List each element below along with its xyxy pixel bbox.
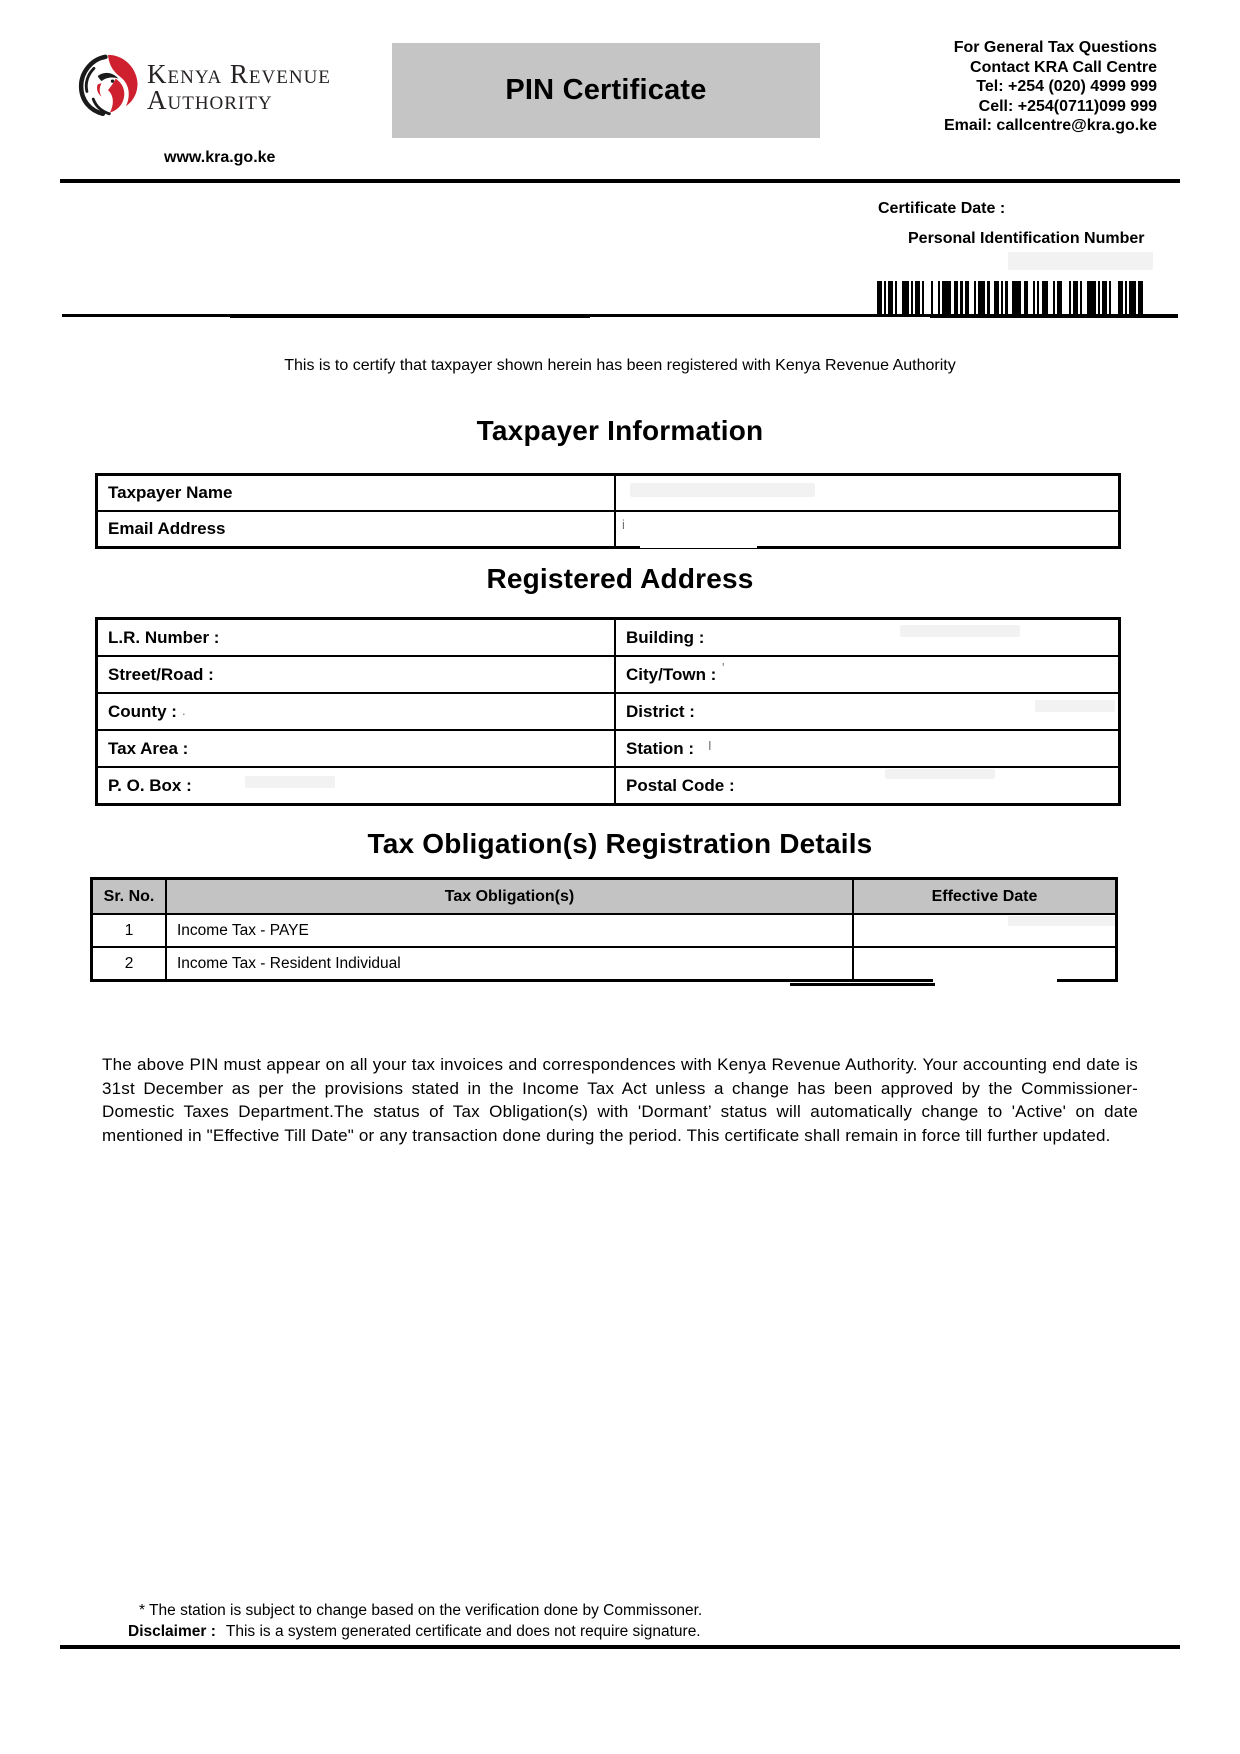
footer-divider-rule <box>60 1645 1180 1649</box>
tax-obligations-heading: Tax Obligation(s) Registration Details <box>367 828 873 859</box>
barcode-bar <box>911 281 913 315</box>
redaction-strike-line <box>757 546 905 549</box>
table-row <box>98 512 1118 546</box>
barcode-bar <box>1073 281 1078 315</box>
barcode-bar <box>1125 281 1127 315</box>
disclaimer-label: Disclaimer : <box>128 1623 216 1640</box>
barcode-bar <box>994 281 999 315</box>
contact-line: Contact KRA Call Centre <box>970 58 1157 76</box>
redaction-strike-line <box>230 316 590 318</box>
document-title-banner <box>392 43 820 138</box>
kra-lion-logo-icon <box>76 50 140 120</box>
lr-number-label: L.R. Number : <box>98 620 616 655</box>
barcode-bar <box>1098 281 1100 315</box>
barcode-bar <box>1042 281 1049 315</box>
barcode-bar <box>1033 281 1035 315</box>
redaction-strike-line <box>930 316 1178 318</box>
barcode-bar <box>1057 281 1062 315</box>
barcode-bar <box>974 281 976 315</box>
barcode-bar <box>877 281 882 315</box>
barcode-bar <box>1001 281 1003 315</box>
barcode-bar <box>915 281 920 315</box>
logo-line2: Authority <box>147 85 273 115</box>
city-town-label: City/Town : <box>626 664 717 684</box>
disclaimer-line <box>128 1623 701 1641</box>
certificate-date-label: Certificate Date : <box>878 200 1006 217</box>
sr-no-value: 2 <box>93 948 167 979</box>
barcode-bar <box>1080 281 1082 315</box>
barcode-bar <box>1005 281 1007 315</box>
email-address-value <box>616 512 636 546</box>
redaction-residual-mark: i <box>622 517 625 532</box>
table-row <box>93 915 1115 948</box>
table-row <box>98 694 1118 731</box>
table-row <box>93 948 1115 979</box>
kra-contact-block <box>944 38 1157 136</box>
email-address-label: Email Address <box>98 512 616 546</box>
redaction-ghost <box>630 483 815 497</box>
barcode-bar <box>1012 281 1021 315</box>
contact-line: Cell: +254(0711)099 999 <box>978 97 1157 115</box>
column-header-obligation: Tax Obligation(s) <box>167 880 854 913</box>
county-label: County : <box>98 694 616 729</box>
certificate-terms-paragraph: The above PIN must appear on all your tax invoices and correspondences with Kenya Revenue Authority. Your accounting end date is 31st December as per the provisions stated in the Income Tax Act unless a change has been approved by the Commissioner-Domestic Taxes Department.The status of Tax Obligation(s) with 'Dormant’ status will automatically change to 'Active' on date mentioned in "Effective Till Date" or any transaction done during the period. This certificate shall remain in force till further updated. <box>102 1055 1138 1145</box>
disclaimer-text: This is a system generated certificate and does not require signature. <box>225 1623 701 1640</box>
barcode-bar <box>1087 281 1096 315</box>
effective-date-value <box>854 948 1115 979</box>
barcode-bar <box>942 281 951 315</box>
barcode-bar <box>902 281 909 315</box>
table-row <box>98 476 1118 512</box>
column-header-sr-no: Sr. No. <box>93 880 167 913</box>
pin-barcode <box>877 281 1143 315</box>
obligation-value: Income Tax - PAYE <box>167 915 854 946</box>
barcode-bar <box>1118 281 1123 315</box>
column-header-effective-date: Effective Date <box>931 887 1038 905</box>
district-label: District : <box>626 701 695 721</box>
table-row <box>98 731 1118 768</box>
redaction-ghost <box>245 776 335 788</box>
building-label: Building : <box>626 627 705 647</box>
barcode-bar <box>1129 281 1136 315</box>
taxpayer-info-table <box>95 473 1121 549</box>
header-divider-rule <box>60 179 1180 183</box>
barcode-bar <box>1037 281 1039 315</box>
barcode-bar <box>895 281 897 315</box>
postal-code-label: Postal Code : <box>626 775 735 795</box>
redaction-residual-mark: . <box>182 703 186 718</box>
barcode-bar <box>987 281 989 315</box>
barcode-bar <box>888 281 893 315</box>
barcode-bar <box>978 281 985 315</box>
barcode-bar <box>954 281 959 315</box>
redaction-residual-mark: I <box>708 738 712 753</box>
redaction-ghost <box>885 769 995 779</box>
registered-address-heading: Registered Address <box>486 563 754 594</box>
barcode-bar <box>1109 281 1111 315</box>
tax-area-label: Tax Area : <box>98 731 616 766</box>
logo-line1: Kenya Revenue <box>147 59 331 89</box>
barcode-bar <box>1138 281 1143 315</box>
barcode-bar <box>922 281 924 315</box>
barcode-bar <box>1024 281 1029 315</box>
table-row <box>98 657 1118 694</box>
contact-line: Tel: +254 (020) 4999 999 <box>976 78 1157 95</box>
station-label: Station : <box>626 738 694 758</box>
barcode-bar <box>965 281 970 315</box>
certification-statement: This is to certify that taxpayer shown herein has been registered with Kenya Revenue Authority <box>284 357 956 374</box>
redacted-pin-value <box>1008 252 1153 270</box>
kra-website-text: www.kra.go.ke <box>164 149 276 166</box>
barcode-bar <box>1102 281 1107 315</box>
street-road-label: Street/Road : <box>98 657 616 692</box>
barcode-bar <box>938 281 940 315</box>
barcode-bar <box>931 281 933 315</box>
redaction-strike-line <box>790 983 935 986</box>
obligation-value: Income Tax - Resident Individual <box>167 948 854 979</box>
taxpayer-info-heading: Taxpayer Information <box>476 415 764 446</box>
document-title: PIN Certificate <box>505 74 707 106</box>
barcode-bar <box>884 281 886 315</box>
barcode-bar <box>1053 281 1055 315</box>
kra-logo-wordmark <box>147 61 331 113</box>
station-change-note: * The station is subject to change based on the verification done by Commissoner. <box>139 1602 703 1619</box>
taxpayer-name-label: Taxpayer Name <box>98 476 616 510</box>
barcode-bar <box>1069 281 1071 315</box>
contact-line: Email: callcentre@kra.go.ke <box>943 117 1157 134</box>
redaction-border-gap <box>933 979 1057 985</box>
redaction-residual-mark: ' <box>722 660 725 675</box>
pin-number-label: Personal Identification Number <box>908 230 1145 247</box>
table-header-row <box>93 880 1115 915</box>
po-box-label: P. O. Box : <box>98 768 616 803</box>
sr-no-value: 1 <box>93 915 167 946</box>
contact-line: For General Tax Questions <box>953 39 1157 56</box>
tax-obligations-table <box>90 877 1118 982</box>
redaction-ghost <box>900 625 1020 637</box>
barcode-bar <box>960 281 962 315</box>
redaction-ghost <box>1008 916 1118 926</box>
redaction-ghost <box>1035 700 1115 712</box>
